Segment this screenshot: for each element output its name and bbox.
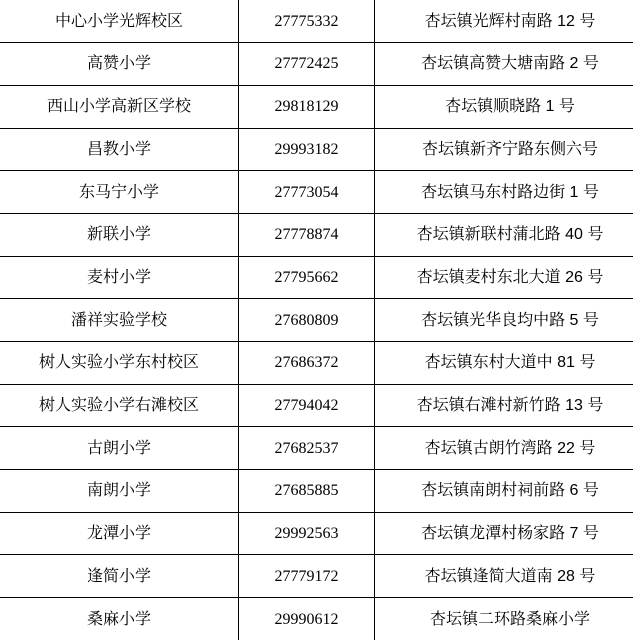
school-name-cell: 树人实验小学右滩校区	[0, 384, 239, 427]
school-phone-cell: 29992563	[239, 512, 375, 555]
table-row	[0, 598, 633, 641]
school-address-cell: 杏坛镇古朗竹湾路 22 号	[375, 427, 633, 470]
school-name-cell: 南朗小学	[0, 470, 239, 513]
school-phone-cell: 27772425	[239, 43, 375, 86]
school-phone-cell: 27685885	[239, 470, 375, 513]
table-row	[0, 171, 633, 214]
school-name-cell: 麦村小学	[0, 256, 239, 299]
school-name-cell: 潘祥实验学校	[0, 299, 239, 342]
school-name-cell: 树人实验小学东村校区	[0, 342, 239, 385]
school-phone-cell: 29993182	[239, 128, 375, 171]
table-row	[0, 384, 633, 427]
school-phone-cell: 27778874	[239, 213, 375, 256]
table-row	[0, 256, 633, 299]
school-name-cell: 昌教小学	[0, 128, 239, 171]
school-phone-cell: 27682537	[239, 427, 375, 470]
table-row	[0, 213, 633, 256]
school-name-cell: 逢简小学	[0, 555, 239, 598]
table-row	[0, 299, 633, 342]
school-address-cell: 杏坛镇光华良均中路 5 号	[375, 299, 633, 342]
table-row	[0, 342, 633, 385]
school-name-cell: 桑麻小学	[0, 598, 239, 641]
school-address-cell: 杏坛镇光辉村南路 12 号	[375, 0, 633, 43]
school-phone-cell: 27795662	[239, 256, 375, 299]
school-phone-cell: 27779172	[239, 555, 375, 598]
table-row	[0, 512, 633, 555]
table-row	[0, 555, 633, 598]
school-name-cell: 中心小学光辉校区	[0, 0, 239, 43]
table-row	[0, 85, 633, 128]
school-phone-cell: 29818129	[239, 85, 375, 128]
school-address-cell: 杏坛镇右滩村新竹路 13 号	[375, 384, 633, 427]
school-address-cell: 杏坛镇新联村蒲北路 40 号	[375, 213, 633, 256]
school-address-cell: 杏坛镇顺晓路 1 号	[375, 85, 633, 128]
table-row	[0, 427, 633, 470]
school-phone-cell: 27680809	[239, 299, 375, 342]
school-phone-cell: 27773054	[239, 171, 375, 214]
school-address-cell: 杏坛镇高赞大塘南路 2 号	[375, 43, 633, 86]
school-phone-cell: 27775332	[239, 0, 375, 43]
school-name-cell: 新联小学	[0, 213, 239, 256]
school-address-cell: 杏坛镇南朗村祠前路 6 号	[375, 470, 633, 513]
school-name-cell: 龙潭小学	[0, 512, 239, 555]
school-phone-cell: 27686372	[239, 342, 375, 385]
school-name-cell: 东马宁小学	[0, 171, 239, 214]
school-address-cell: 杏坛镇麦村东北大道 26 号	[375, 256, 633, 299]
school-address-cell: 杏坛镇龙潭村杨家路 7 号	[375, 512, 633, 555]
school-address-cell: 杏坛镇马东村路边街 1 号	[375, 171, 633, 214]
table-row	[0, 0, 633, 43]
table-row	[0, 128, 633, 171]
school-name-cell: 古朗小学	[0, 427, 239, 470]
school-address-cell: 杏坛镇逢简大道南 28 号	[375, 555, 633, 598]
school-phone-cell: 27794042	[239, 384, 375, 427]
school-phone-cell: 29990612	[239, 598, 375, 641]
school-address-cell: 杏坛镇二环路桑麻小学	[375, 598, 633, 641]
school-name-cell: 高赞小学	[0, 43, 239, 86]
school-address-cell: 杏坛镇东村大道中 81 号	[375, 342, 633, 385]
school-address-cell: 杏坛镇新齐宁路东侧六号	[375, 128, 633, 171]
table-row	[0, 43, 633, 86]
school-name-cell: 西山小学高新区学校	[0, 85, 239, 128]
table-row	[0, 470, 633, 513]
